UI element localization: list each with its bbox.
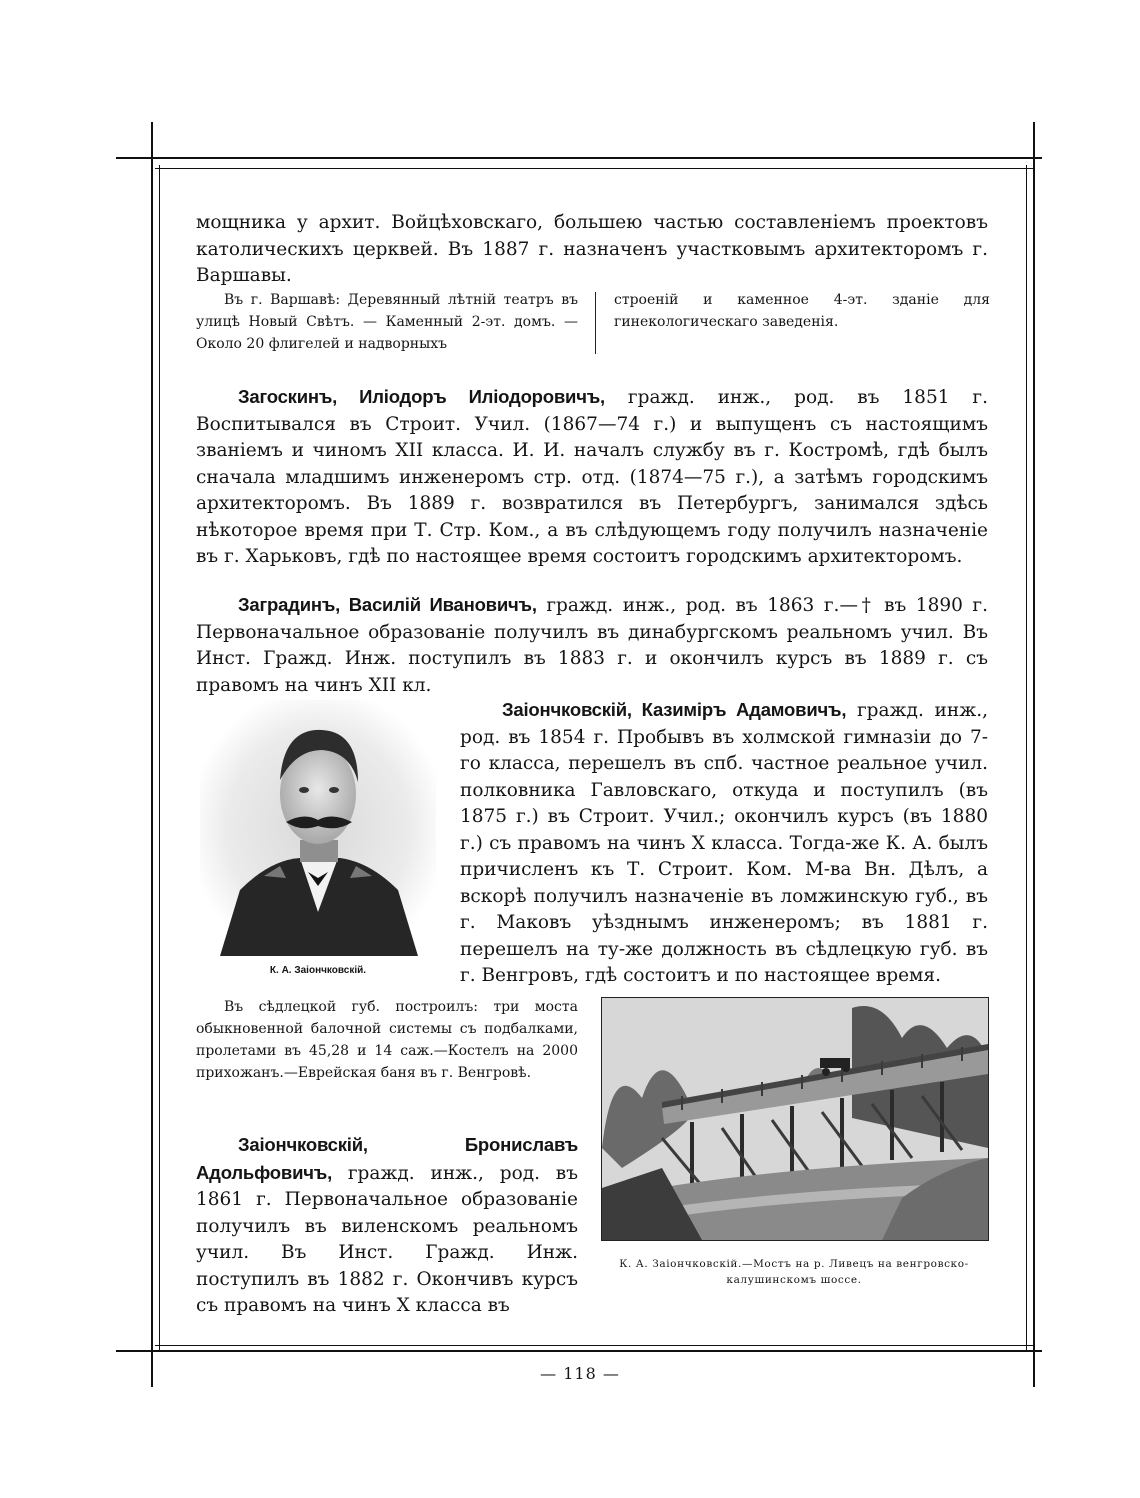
portrait-photo xyxy=(200,700,436,956)
entry-text: гражд. инж., род. въ 1854 г. Пробывъ въ холмской гимназіи до 7-го класса, перешелъ въ спб. частное реальное учил. полковника Гавловскаго, откуда и поступилъ (въ 1875 г.) въ Строит. Учил.; окончилъ курсъ (въ 1880 г.) съ правомъ на чинъ X класса. Тогда-же К. А. былъ причисленъ къ Т. Строит. Ком. М-ва Вн. Дѣлъ, а вскорѣ получилъ назначеніе въ ломжинскую губ., въ г. Маковъ уѣзднымъ инженеромъ; въ 1881 г. перешелъ на ту-же должность въ сѣдлецкую губ. въ г. Венгровъ, гдѣ состоитъ и по настоящее время. xyxy=(460,700,988,986)
works-siedlce xyxy=(196,996,578,1084)
entry-zaionchkovsky-bronislav xyxy=(196,1132,578,1320)
works-left-text: Въ г. Варшавѣ: Деревянный лѣтній театръ въ улицѣ Новый Свѣтъ. — Каменный 2-эт. домъ. — Около 20 флигелей и надворныхъ xyxy=(196,292,578,352)
entry-name: Заградинъ, Василій Ивановичъ, xyxy=(238,594,537,615)
portrait-illustration xyxy=(200,700,436,956)
left-vertical-rule xyxy=(151,122,153,1387)
entry-name: Заіончковскій, Брониславъ Адольфовичъ, xyxy=(196,1134,578,1183)
entry-zagoskin xyxy=(196,384,988,571)
top-rule xyxy=(116,157,1042,159)
right-vertical-rule xyxy=(1033,122,1035,1387)
top-inner-rule xyxy=(155,168,1033,169)
entry-zagradin xyxy=(196,592,988,699)
left-inner-rule xyxy=(159,165,160,1350)
entry-text: гражд. инж., род. въ 1863 г.—† въ 1890 г. Первоначальное образованіе получилъ въ динабургскомъ реальномъ учил. Въ Инст. Гражд. Инж. поступилъ въ 1883 г. и окончилъ курсъ въ 1889 г. съ правомъ на чинъ XII кл. xyxy=(196,595,988,696)
page-number: — 118 — xyxy=(540,1364,620,1383)
entry-zaionchkovsky-kazimir xyxy=(460,697,988,990)
works-right-text: строеній и каменное 4-эт. зданіе для гинекологическаго заведенія. xyxy=(614,292,990,330)
intro-paragraph xyxy=(196,210,988,290)
entry-name: Загоскинъ, Иліодоръ Иліодоровичъ, xyxy=(238,386,605,407)
works-right-column xyxy=(614,289,990,333)
column-separator xyxy=(595,292,596,354)
right-inner-rule xyxy=(1026,165,1027,1350)
works-siedlce-text: Въ сѣдлецкой губ. построилъ: три моста обыкновенной балочной системы съ подбалками, пролетами въ 45,28 и 14 саж.—Костелъ на 2000 прихожанъ.—Еврейская баня въ г. Венгровѣ. xyxy=(196,999,578,1081)
bottom-inner-rule xyxy=(155,1345,1033,1346)
intro-text: мощника у архит. Войцѣховскаго, большею частью составленіемъ проектовъ католическихъ церквей. Въ 1887 г. назначенъ участковымъ архитекторомъ г. Варшавы. xyxy=(196,212,988,286)
bottom-rule xyxy=(116,1350,1042,1352)
portrait-caption: К. А. Заіончковскій. xyxy=(269,965,367,976)
entry-text: гражд. инж., род. въ 1861 г. Первоначальное образованіе получилъ въ виленскомъ реальномъ учил. Въ Инст. Гражд. Инж. поступилъ въ 1882 г. Окончивъ курсъ съ правомъ на чинъ X класса въ xyxy=(196,1162,578,1316)
bridge-caption: К. А. Заіончковскій.—Мостъ на р. Ливецъ на венгровско-калушинскомъ шоссе. xyxy=(619,1258,969,1286)
entry-text: гражд. инж., род. въ 1851 г. Воспитывался въ Строит. Учил. (1867—74 г.) и выпущенъ съ настоящимъ званіемъ и чиномъ XII класса. И. И. началъ службу въ г. Костромѣ, гдѣ былъ сначала младшимъ инженеромъ стр. отд. (1874—75 г.), а затѣмъ городскимъ архитекторомъ. Въ 1889 г. возвратился въ Петербургъ, занимался здѣсь нѣкоторое время при Т. Стр. Ком., а въ слѣдующемъ году получилъ назначеніе въ г. Харьковъ, гдѣ по настоящее время состоитъ городскимъ архитекторомъ. xyxy=(196,387,988,567)
bridge-illustration xyxy=(602,998,988,1240)
works-left-column xyxy=(196,289,578,355)
bridge-photo xyxy=(601,997,989,1241)
entry-name: Заіончковскій, Казиміръ Адамовичъ, xyxy=(502,699,847,720)
